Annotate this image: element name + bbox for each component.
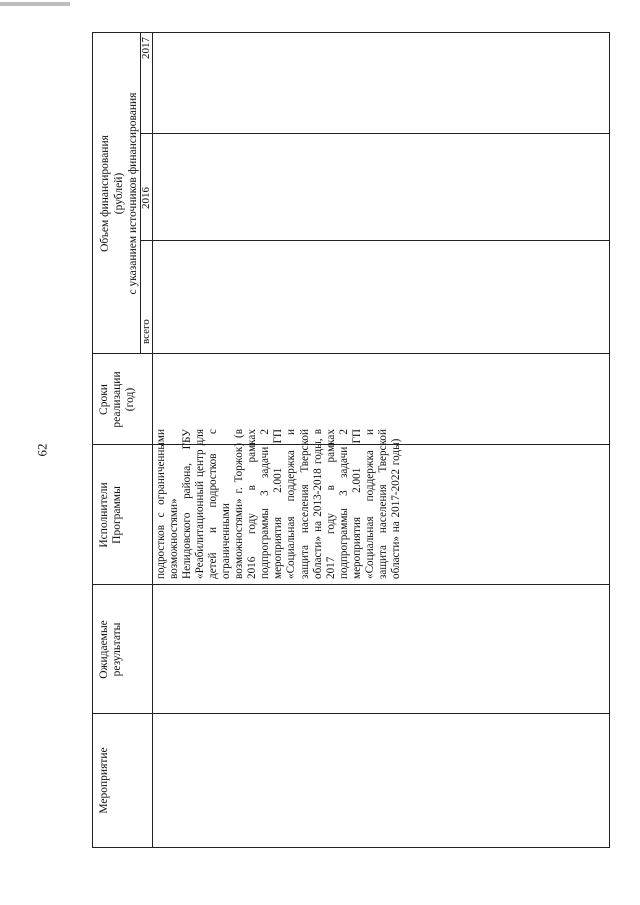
header-executors: Исполнители Программы [98,482,123,548]
col-divider-total-2016 [140,240,610,241]
table-rotation-wrapper [92,34,610,848]
header-measure: Мероприятие [98,747,110,814]
header-results: Ожидаемые результаты [98,620,123,679]
header-funding-total: всего [140,319,152,344]
table-bottom-border [609,33,610,847]
funding-table [92,32,610,848]
col-divider-measure-results [92,713,610,714]
scan-edge-mark [0,2,70,6]
header-funding-2016: 2016 [140,187,152,209]
header-funding-2017: 2017 [140,37,152,59]
header-terms: Сроки реализации (год) [98,371,136,428]
row-executors-cell [92,429,610,585]
header-funding: Объем финансирования (рублей) с указанием источников финансирования [99,92,139,295]
col-divider-terms-funding [92,353,610,354]
header-bottom-rule [152,33,153,847]
row-executors-text: подростков с ограниченными возможностями» Нелидовского района, ГБУ «Реабилитационный центр для детей и подростков с ограниченными возможностями» г. Торжок) (в 2016 году в рамках подпрограммы 3 задачи 2 мероприятия 2.001 ГП «Социальная поддержка и защита населения Тверской области» на 2013-2018 годы, в 2017 году в рамках подпрограммы 3 задачи 2 мероприятия 2.001 ГП «Социальная поддержка и защита населения Тверской области» на 2017-2022 годы) [155,429,402,579]
col-divider-2016-2017 [140,133,610,134]
table-top-border [92,33,93,847]
page-number: 62 [34,443,50,457]
